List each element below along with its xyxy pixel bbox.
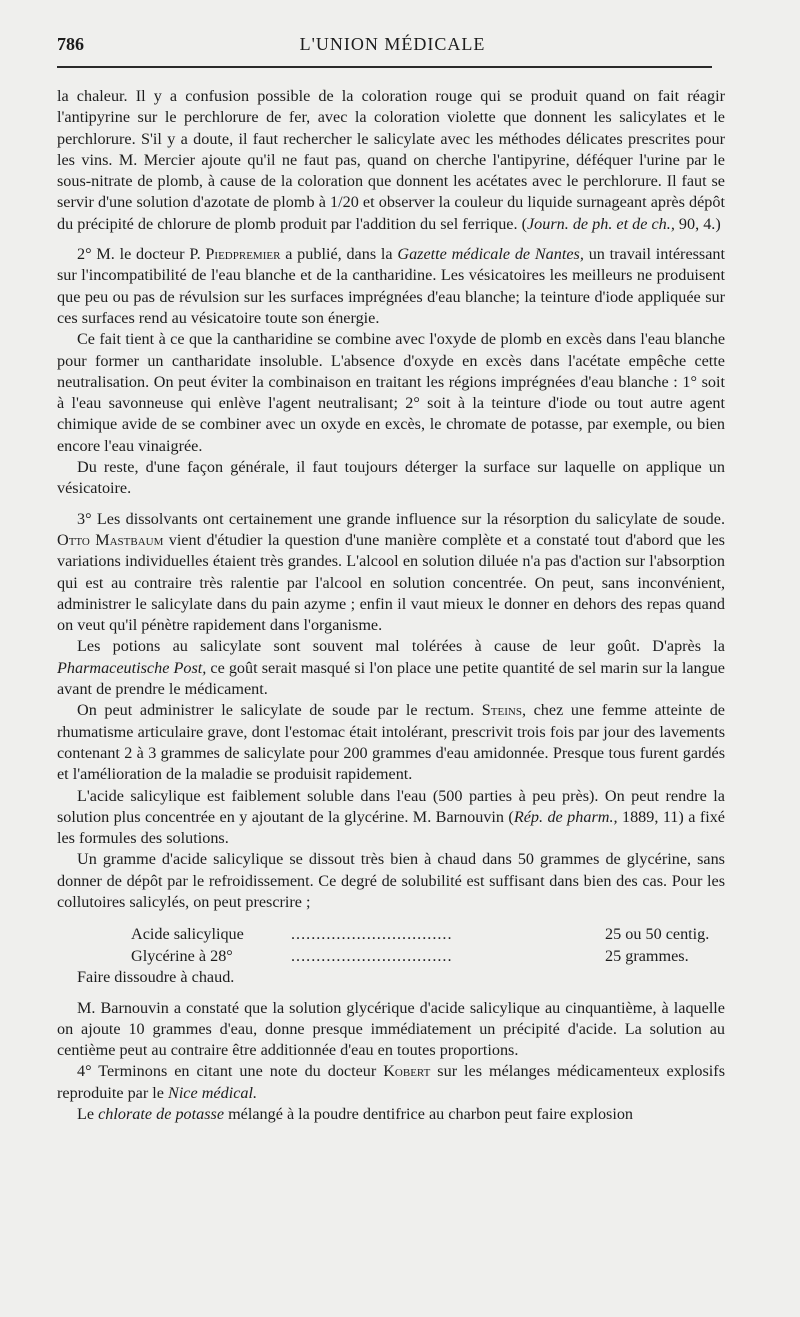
ingredient-quantity: 25 grammes. — [605, 947, 689, 966]
running-title: L'UNION MÉDICALE — [299, 34, 486, 54]
paragraph-11: M. Barnouvin a constaté que la solution glycérique d'acide salicylique au cinquantième, à laquelle on ajoute 10 grammes d'eau, donne presque immédiatement un précipité d'acide. La solution au centième peut au contraire être additionnée d'eau en toutes proportions. — [57, 998, 725, 1060]
formula-row — [131, 945, 725, 967]
author-name: Piedpremier — [205, 245, 281, 264]
paragraph-5: 3° Les dissolvants ont certainement une grande influence sur la résorption du salicylate de soude. Otto Mastbaum vient d'étudier la question d'une manière complète et a constaté tout d'abord que les variations individuelles étaient très grandes. L'alcool en solution diluée n'a pas d'action sur l'absorption qui est au contraire très ralentie par l'alcool en solution concentrée. On peut, sans inconvénient, administrer le salicylate dans du pain azyme ; enfin il vaut mieux le donner en dehors des repas quand on veut qu'il pénètre rapidement dans l'organisme. — [57, 509, 725, 635]
header-rule — [57, 66, 712, 68]
paragraph-4: Du reste, d'une façon générale, il faut toujours déterger la surface sur laquelle on applique un vésicatoire. — [57, 458, 725, 498]
author-name: Kobert — [383, 1062, 431, 1081]
article-body — [57, 86, 725, 1125]
paragraph-8: L'acide salicylique est faiblement soluble dans l'eau (500 parties à peu près). On peut rendre la solution plus concentrée en y ajoutant de la glycérine. M. Barnouvin (Rép. de pharm., 1889, 11) a fixé les formules des solutions. — [57, 786, 725, 848]
paragraph-9: Un gramme d'acide salicylique se dissout très bien à chaud dans 50 grammes de glycérine, sans donner de dépôt par le refroidissement. Ce degré de solubilité est suffisant dans bien des cas. Pour les collutoires salicylés, on peut prescrire ; — [57, 850, 725, 911]
paragraph-2: 2° M. le docteur P. Piedpremier a publié, dans la Gazette médicale de Nantes, un travail intéressant sur l'incompatibilité de l'eau blanche et de la cantharidine. Les vésicatoires les meilleurs ne produisent que peu ou pas de révulsion sur les surfaces imprégnées d'eau blanche; la teinture d'iode appliquée sur ces surfaces rend au vésicatoire toute son énergie. — [57, 245, 726, 327]
ingredient-name: Acide salicylique — [131, 925, 244, 944]
leader-dots: ................................ — [291, 925, 453, 944]
paragraph-12: 4° Terminons en citant une note du docteur Kobert sur les mélanges médicamenteux explosifs reproduite par le Nice médical. — [57, 1062, 725, 1102]
paragraph-6: Les potions au salicylate sont souvent mal tolérées à cause de leur goût. D'après la Pharmaceutische Post, ce goût serait masqué si l'on place une petite quantité de sel marin sur la langue avant de prendre le médicament. — [57, 637, 725, 699]
journal-reference: Rép. de pharm., — [513, 807, 618, 826]
leader-dots: ................................ — [291, 947, 453, 966]
substance-name: chlorate de potasse — [98, 1105, 225, 1124]
paragraph-1: la chaleur. Il y a confusion possible de la coloration rouge qui se produit quand on fait réagir l'antipyrine sur le perchlorure de fer, avec la coloration violette que donnent les salicylates et le perchlorure. S'il y a doute, il faut rechercher le salicylate avec les méthodes délicates prescrites pour les vins. M. Mercier ajoute qu'il ne faut pas, quand on cherche l'antipyrine, déféquer l'urine par le sous-nitrate de plomb, à cause de la coloration que donnent les acétates avec le perchlorure. Il faut se servir d'une solution d'azotate de plomb à 1/20 et observer la couleur du liquide surnageant après dépôt du précipité de chlorure de plomb produit par l'addition du sel ferrique. (Journ. de ph. et de ch., 90, 4.) — [57, 87, 725, 233]
ingredient-name: Glycérine à 28° — [131, 947, 233, 966]
page-number: 786 — [57, 34, 84, 54]
page-header — [57, 34, 728, 60]
ingredient-quantity: 25 ou 50 centig. — [605, 925, 710, 944]
prescription-formula — [131, 923, 725, 967]
journal-reference: Pharmaceutische Post, — [57, 658, 207, 677]
author-name: Otto Mastbaum — [57, 530, 164, 549]
journal-reference: Gazette médicale de Nantes, — [397, 245, 584, 264]
journal-reference: Nice médical. — [168, 1083, 258, 1102]
paragraph-10: Faire dissoudre à chaud. — [77, 968, 235, 987]
author-name: Steins, — [481, 701, 526, 720]
paragraph-13: Le chlorate de potasse mélangé à la poudre dentifrice au charbon peut faire explosion — [77, 1105, 634, 1124]
journal-reference: Journ. de ph. et de ch., — [526, 214, 675, 233]
paragraph-3: Ce fait tient à ce que la cantharidine se combine avec l'oxyde de plomb en excès dans l'eau blanche pour former un cantharidate insoluble. L'absence d'oxyde en excès dans l'acétate empêche cette neutralisation. On peut éviter la combinaison en traitant les régions imprégnées d'eau blanche : 1° soit à l'eau savonneuse qui enlève l'agent neutralisant; 2° soit à la teinture d'iode ou tout autre agent chimique avide de se combiner avec un oxyde en excès, le chromate de potasse, par exemple, ou bien encore l'eau vinaigrée. — [57, 330, 725, 455]
paragraph-7: On peut administrer le salicylate de soude par le rectum. Steins, chez une femme atteinte de rhumatisme articulaire grave, dont l'estomac était intolérant, prescrivit trois fois par jour des lavements contenant 2 à 3 grammes de salicylate pour 200 grammes d'eau amidonnée. Presque tous furent gardés et l'amélioration de la maladie se produisit rapidement. — [57, 701, 725, 784]
formula-row — [131, 923, 725, 945]
